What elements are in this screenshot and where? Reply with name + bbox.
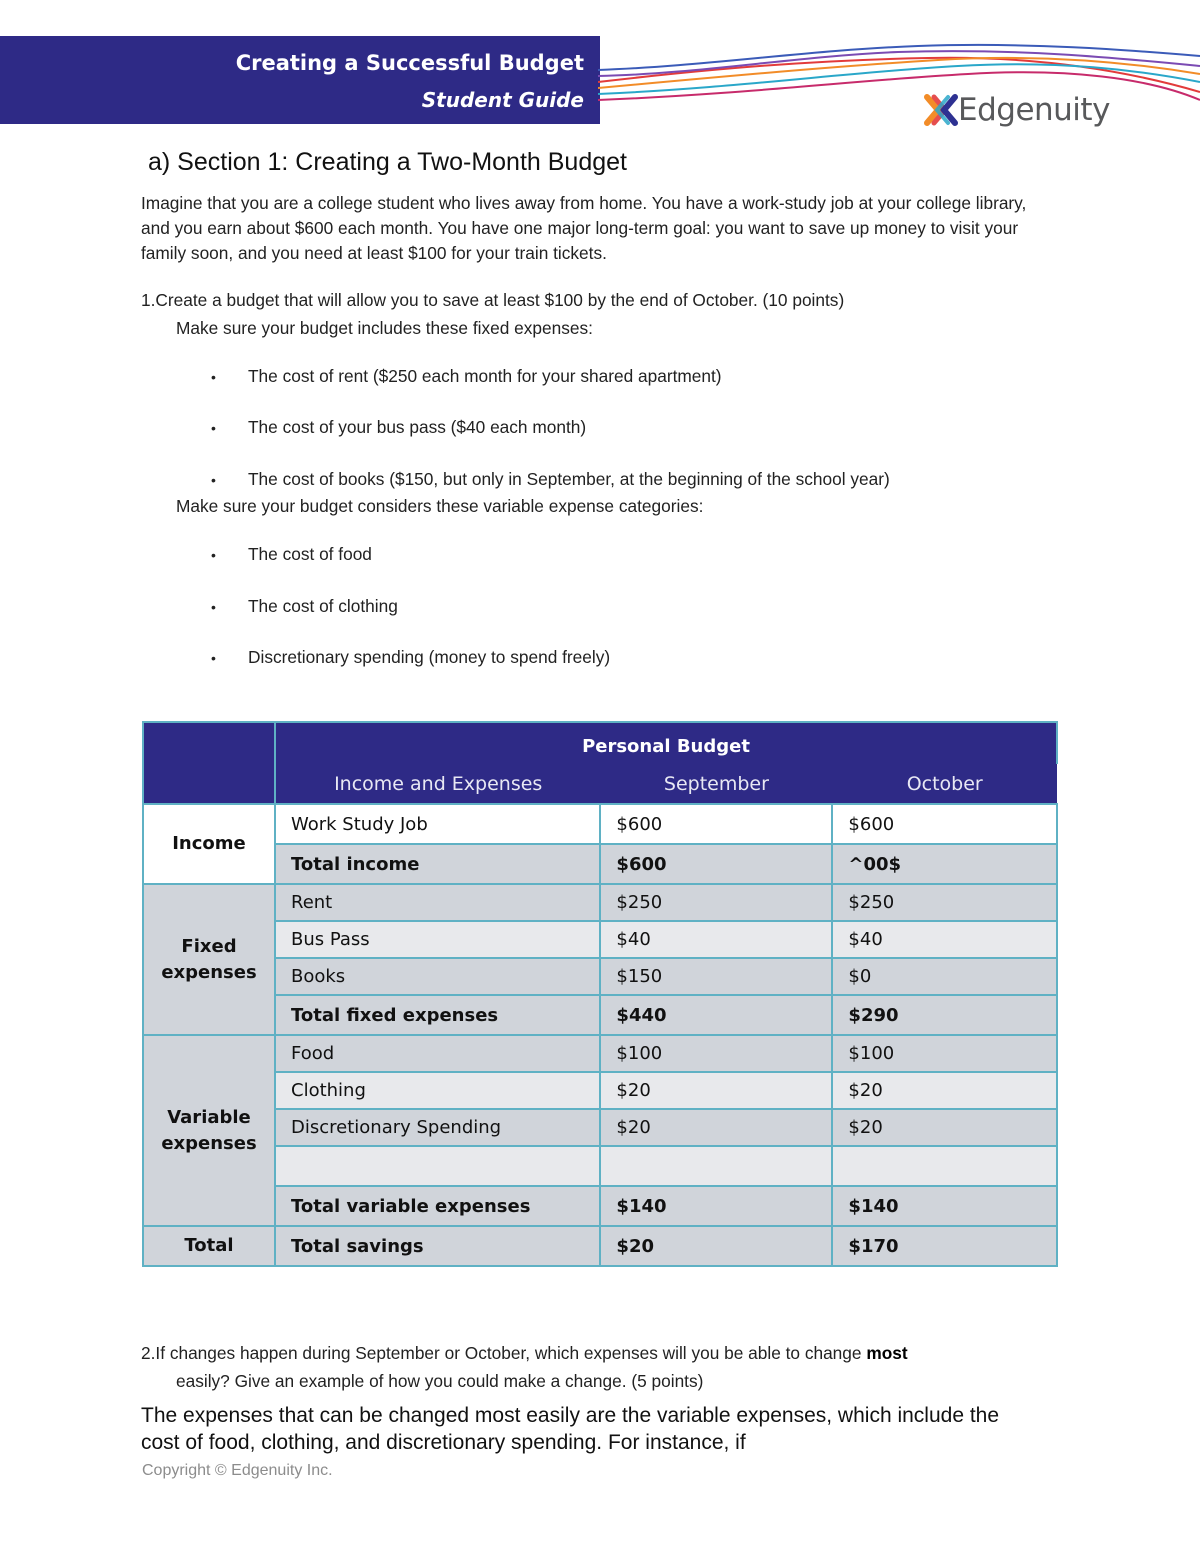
edgenuity-logo xyxy=(924,90,1110,130)
fixed-expense-text: The cost of your bus pass ($40 each month) xyxy=(248,417,587,437)
bullet-icon: • xyxy=(211,650,216,666)
october-value[interactable]: $170 xyxy=(832,1226,1057,1266)
logo-wordmark: Edgenuity xyxy=(958,92,1110,128)
question-2-text: 2.If changes happen during September or October, which expenses will you be able to change xyxy=(141,1343,867,1363)
table-row xyxy=(143,1072,1057,1109)
variable-expense-text: Discretionary spending (money to spend freely) xyxy=(248,647,611,667)
october-value[interactable]: $40 xyxy=(832,921,1057,958)
row-label: Clothing xyxy=(275,1072,600,1109)
row-label: Work Study Job xyxy=(275,804,600,844)
category-income: Income xyxy=(143,804,275,884)
row-label: Total income xyxy=(275,844,600,884)
table-row-total xyxy=(143,1186,1057,1226)
september-value[interactable]: $140 xyxy=(600,1186,832,1226)
category-fixed-label: Fixed expenses xyxy=(161,935,257,983)
row-label: Books xyxy=(275,958,600,995)
october-value[interactable]: $20 xyxy=(832,1109,1057,1146)
row-label: Bus Pass xyxy=(275,921,600,958)
september-value[interactable]: $20 xyxy=(600,1109,832,1146)
table-row xyxy=(143,884,1057,921)
september-value[interactable]: $600 xyxy=(600,844,832,884)
row-label: Total savings xyxy=(275,1226,600,1266)
variable-expense-item xyxy=(211,647,610,669)
september-value[interactable]: $150 xyxy=(600,958,832,995)
row-label: Food xyxy=(275,1035,600,1072)
table-row xyxy=(143,958,1057,995)
bullet-icon: • xyxy=(211,472,216,488)
question-2-emphasis: most xyxy=(866,1343,908,1363)
october-value[interactable]: $140 xyxy=(832,1186,1057,1226)
table-title: Personal Budget xyxy=(275,722,1057,764)
question-2-continued: easily? Give an example of how you could make a change. (5 points) xyxy=(176,1371,704,1391)
question-1: 1.Create a budget that will allow you to save at least $100 by the end of October. (10 points) xyxy=(141,290,845,310)
table-row-empty xyxy=(143,1146,1057,1186)
category-fixed xyxy=(143,884,275,1035)
october-value[interactable]: $20 xyxy=(832,1072,1057,1109)
question-2 xyxy=(141,1343,908,1364)
october-value[interactable]: ^00$ xyxy=(832,844,1057,884)
september-value[interactable]: $600 xyxy=(600,804,832,844)
september-value[interactable]: $100 xyxy=(600,1035,832,1072)
personal-budget-table xyxy=(142,721,1058,1267)
october-value[interactable]: $600 xyxy=(832,804,1057,844)
october-value[interactable]: $250 xyxy=(832,884,1057,921)
header-blank-cell xyxy=(143,722,275,804)
table-row-total xyxy=(143,844,1057,884)
fixed-expense-item xyxy=(211,469,890,491)
september-value[interactable]: $440 xyxy=(600,995,832,1035)
table-row-total xyxy=(143,995,1057,1035)
variable-expense-item xyxy=(211,596,398,618)
variable-expenses-intro: Make sure your budget considers these variable expense categories: xyxy=(176,496,704,516)
bullet-icon: • xyxy=(211,420,216,436)
row-label: Rent xyxy=(275,884,600,921)
table-column-headers xyxy=(143,764,1057,804)
variable-expense-item xyxy=(211,544,372,566)
table-row xyxy=(143,804,1057,844)
document-title: Creating a Successful Budget xyxy=(235,51,584,75)
copyright-footer: Copyright © Edgenuity Inc. xyxy=(142,1462,333,1479)
october-value[interactable]: $290 xyxy=(832,995,1057,1035)
september-value[interactable]: $20 xyxy=(600,1226,832,1266)
bullet-icon: • xyxy=(211,547,216,563)
september-value[interactable]: $250 xyxy=(600,884,832,921)
row-label: Total variable expenses xyxy=(275,1186,600,1226)
october-value[interactable]: $0 xyxy=(832,958,1057,995)
october-value[interactable] xyxy=(832,1146,1057,1186)
september-value[interactable]: $40 xyxy=(600,921,832,958)
intro-paragraph: Imagine that you are a college student who lives away from home. You have a work-study job at your college library, and you earn about $600 each month. You have one major long-term goal: you want to save up money to visit your family soon, and you need at least $100 for your train tickets. xyxy=(141,193,1027,263)
column-header-october: October xyxy=(832,764,1057,804)
row-label: Discretionary Spending xyxy=(275,1109,600,1146)
fixed-expense-text: The cost of books ($150, but only in September, at the beginning of the school year) xyxy=(248,469,890,489)
bullet-icon: • xyxy=(211,369,216,385)
document-subtitle: Student Guide xyxy=(421,88,584,112)
category-total: Total xyxy=(143,1226,275,1266)
column-header-september: September xyxy=(600,764,832,804)
fixed-expense-item xyxy=(211,366,722,388)
edgenuity-x-icon xyxy=(924,93,958,127)
fixed-expense-item xyxy=(211,417,586,439)
table-title-row xyxy=(143,722,1057,764)
header-banner xyxy=(0,36,600,124)
bullet-icon: • xyxy=(211,599,216,615)
table-row-total xyxy=(143,1226,1057,1266)
september-value[interactable] xyxy=(600,1146,832,1186)
column-header-label: Income and Expenses xyxy=(275,764,600,804)
row-label[interactable] xyxy=(275,1146,600,1186)
october-value[interactable]: $100 xyxy=(832,1035,1057,1072)
category-variable xyxy=(143,1035,275,1226)
section-heading: a) Section 1: Creating a Two-Month Budget xyxy=(148,148,627,176)
variable-expense-text: The cost of clothing xyxy=(248,596,398,616)
variable-expense-text: The cost of food xyxy=(248,544,372,564)
category-variable-label: Variable expenses xyxy=(161,1106,257,1154)
answer-text[interactable]: The expenses that can be changed most easily are the variable expenses, which include the cost of food, clothing, and discretionary spending. For instance, if xyxy=(141,1404,1000,1454)
fixed-expense-text: The cost of rent ($250 each month for your shared apartment) xyxy=(248,366,722,386)
table-row xyxy=(143,1035,1057,1072)
row-label: Total fixed expenses xyxy=(275,995,600,1035)
table-row xyxy=(143,921,1057,958)
table-row xyxy=(143,1109,1057,1146)
fixed-expenses-intro: Make sure your budget includes these fixed expenses: xyxy=(176,318,593,338)
september-value[interactable]: $20 xyxy=(600,1072,832,1109)
